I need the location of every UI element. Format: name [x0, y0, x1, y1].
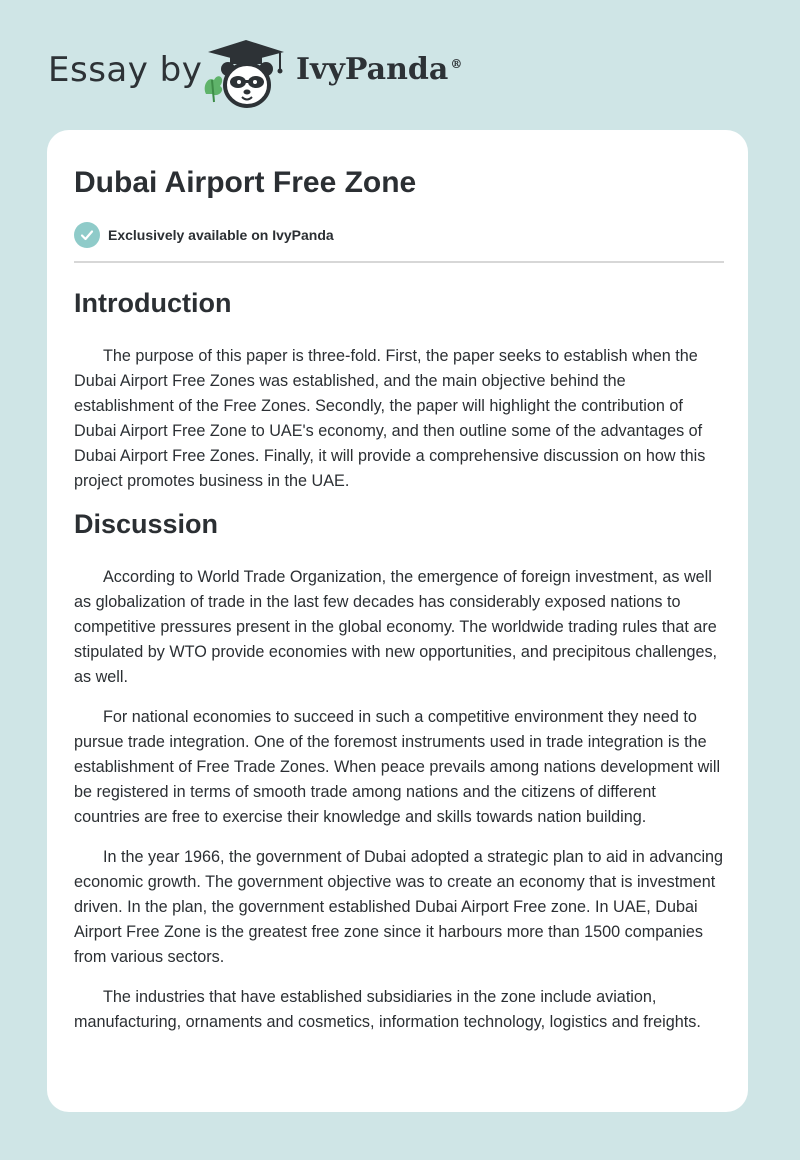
site-header: [0, 0, 800, 130]
paragraph: The industries that have established subsidiaries in the zone include aviation, manufacturing, ornaments and cosmetics, information technology, logistics and freights.: [74, 988, 701, 1031]
badge-text: Exclusively available on IvyPanda: [108, 227, 334, 243]
check-icon: [74, 222, 100, 248]
section-heading-introduction: Introduction: [74, 288, 232, 318]
registered-mark: ®: [450, 57, 463, 71]
essay-title: Dubai Airport Free Zone: [74, 166, 417, 199]
panda-logo-icon[interactable]: [200, 36, 292, 110]
paragraph: According to World Trade Organization, the emergence of foreign investment, as well as globalization of trade in the last few decades has considerably exposed nations to competitive pressures present in the global economy. The worldwide trading rules that are stipulated by WTO provide economies with new opportunities, and precipitous challenges, as well.: [74, 568, 718, 686]
section-heading-discussion: Discussion: [74, 509, 219, 539]
divider: [74, 261, 724, 263]
paragraph: The purpose of this paper is three-fold. First, the paper seeks to establish when the Dubai Airport Free Zones was established, and the main objective behind the establishment of the Free Zones. Secondly, the paper will highlight the contribution of Dubai Airport Free Zone to UAE's economy, and then outline some of the advantages of Dubai Airport Free Zones. Finally, it will provide a comprehensive discussion on how this project promotes business in the UAE.: [74, 347, 706, 490]
brand-name[interactable]: [296, 52, 462, 87]
brand-name-text: IvyPanda: [296, 52, 449, 87]
brand-prefix: Essay by: [48, 50, 203, 90]
essay-content: [74, 280, 724, 1035]
paragraph: For national economies to succeed in such a competitive environment they need to pursue trade integration. One of the foremost instruments used in trade integration is the establishment of Free Trade Zones. When peace prevails among nations development will be registered in terms of smooth trade among nations and the citizens of different countries are free to exercise their knowledge and skills towards nation building.: [74, 708, 721, 826]
exclusive-badge: [74, 222, 334, 248]
paragraph: In the year 1966, the government of Dubai adopted a strategic plan to aid in advancing economic growth. The government objective was to create an economy that is investment driven. In the plan, the government established Dubai Airport Free zone. In UAE, Dubai Airport Free Zone is the greatest free zone since it harbours more than 1500 companies from various sectors.: [74, 848, 724, 966]
essay-card: [47, 130, 748, 1112]
